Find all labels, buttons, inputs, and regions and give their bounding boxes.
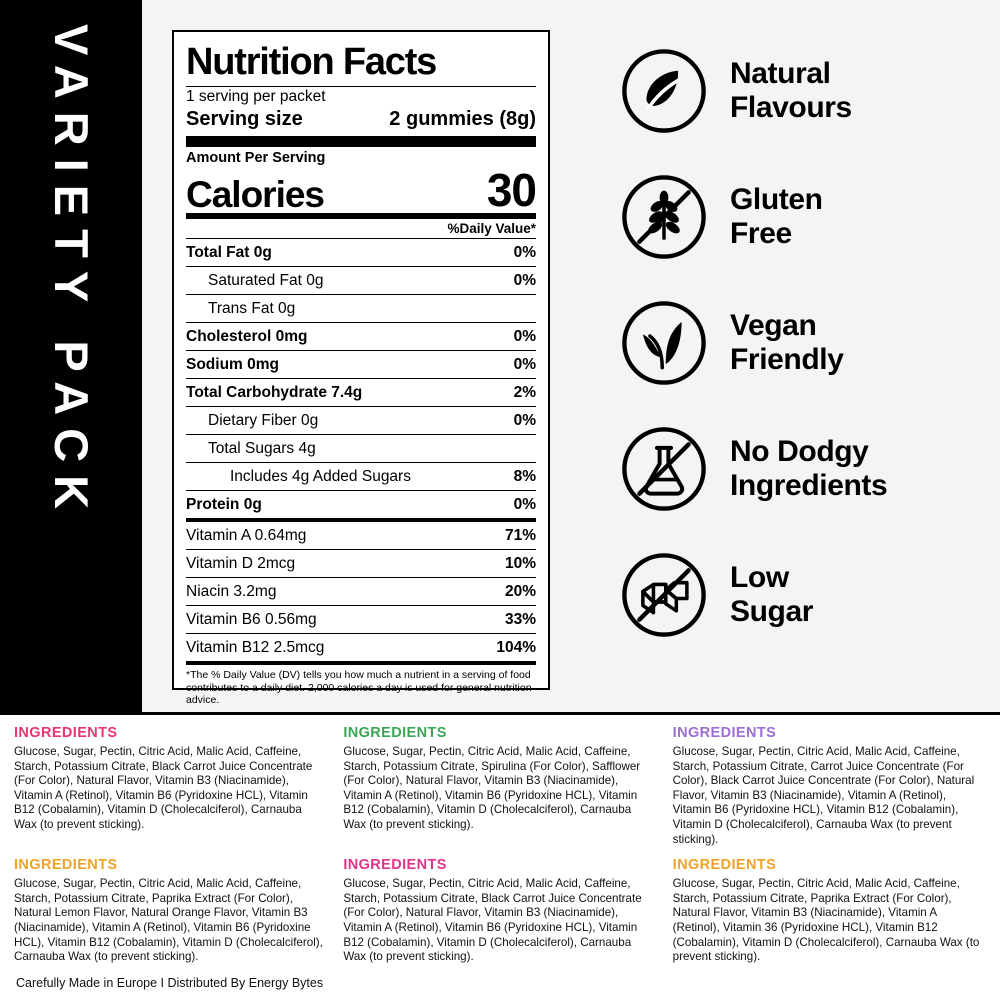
sugar-cubes-crossed-icon — [620, 551, 708, 639]
nutrient-label: Total Sugars 4g — [208, 440, 316, 457]
badge-gluten-free-label — [730, 183, 823, 251]
ingredients-text: Glucose, Sugar, Pectin, Citric Acid, Malic Acid, Caffeine, Starch, Potassium Citrate, Carrot Juice Concentrate (For Color), Black Carrot Juice Concentrate (For Color), Natural Flavor, Vitamin B3 (Niacinamide), Vitamin A (Retinol), Vitamin B6 (Pyridoxine HCL), Vitamin B12 (Cobalamin), Vitamin D (Cholecalciferol), Carnauba Wax (to prevent sticking). — [672, 745, 975, 846]
nutrient-rows — [186, 239, 536, 518]
ingredients-heading: INGREDIENTS — [672, 725, 777, 741]
nutrient-label: Protein 0g — [186, 496, 262, 513]
ingredients-heading: INGREDIENTS — [343, 857, 447, 874]
badge-line1: Vegan — [730, 309, 817, 342]
vitamin-daily-value: 104% — [496, 639, 536, 656]
vitamin-daily-value: 71% — [504, 527, 536, 544]
nutrient-label: Includes 4g Added Sugars — [230, 468, 411, 485]
nutrient-row — [186, 351, 536, 378]
vitamin-label: Vitamin B6 0.56mg — [186, 611, 317, 628]
ingredients-heading: INGREDIENTS — [343, 725, 447, 741]
badge-line1: Low — [730, 561, 789, 594]
ingredients-text: Glucose, Sugar, Pectin, Citric Acid, Malic Acid, Caffeine, Starch, Potassium Citrate, Black Carrot Juice Concentrate (For Color), Natural Flavor, Vitamin B3 (Niacinamide), Vitamin A (Retinol), Vitamin B6 (Pyridoxine HCL), Vitamin B12 (Cobalamin), Vitamin D (Cholecalciferol), Carnauba Wax (to prevent sticking). — [343, 877, 642, 964]
badge-line2: Friendly — [730, 343, 844, 376]
badge-no-dodgy-ingredients — [620, 406, 980, 532]
variety-pack-label: VARIETY PACK — [45, 24, 98, 523]
nutrient-row — [186, 435, 536, 462]
ingredients-block — [343, 725, 656, 847]
badge-natural-flavours-label — [730, 57, 852, 125]
nutrient-label: Saturated Fat 0g — [208, 272, 324, 289]
vitamin-daily-value: 33% — [504, 611, 536, 628]
calories-row — [186, 164, 536, 216]
servings-per-container: 1 serving per packet — [186, 88, 326, 105]
nutrient-daily-value: 2% — [513, 384, 536, 401]
badge-low-sugar-label — [730, 561, 813, 629]
badge-line1: Natural — [730, 57, 831, 90]
nutrient-label: Total Carbohydrate 7.4g — [186, 384, 363, 401]
serving-size-label: Serving size — [186, 108, 303, 130]
badge-vegan-friendly — [620, 280, 980, 406]
nutrient-label: Dietary Fiber 0g — [208, 412, 319, 429]
serving-size-value: 2 gummies (8g) — [389, 108, 536, 130]
ingredients-grid — [14, 725, 986, 971]
badge-line1: No Dodgy — [730, 435, 869, 468]
vitamin-row — [186, 522, 536, 549]
variety-pack-sidebar — [0, 0, 142, 712]
calories-value: 30 — [486, 164, 536, 216]
vitamin-label: Vitamin B12 2.5mcg — [186, 639, 325, 656]
wheat-crossed-icon — [620, 173, 708, 261]
nutrient-row — [186, 491, 536, 518]
ingredients-block — [673, 857, 986, 965]
nutrient-daily-value: 0% — [513, 412, 536, 429]
badge-vegan-friendly-label — [730, 309, 844, 377]
ingredients-heading: INGREDIENTS — [14, 857, 118, 874]
nutrition-facts-title: Nutrition Facts — [186, 41, 437, 83]
daily-value-header: %Daily Value* — [447, 221, 536, 236]
amount-per-serving-label: Amount Per Serving — [186, 150, 326, 166]
vitamin-label: Vitamin A 0.64mg — [186, 527, 307, 544]
badge-line2: Ingredients — [730, 469, 888, 502]
feature-badges — [620, 28, 980, 658]
ingredients-block — [343, 857, 656, 965]
daily-value-footnote: *The % Daily Value (DV) tells you how much a nutrient in a serving of food contributes to a daily diet. 2,000 calories a day is used for general nutrition advice. — [186, 669, 532, 706]
badge-line2: Free — [730, 217, 792, 250]
nutrient-row — [186, 463, 536, 490]
ingredients-section — [0, 712, 1000, 1000]
calories-label: Calories — [186, 174, 325, 215]
nutrient-label: Trans Fat 0g — [208, 300, 296, 317]
nutrient-row — [186, 267, 536, 294]
serving-size-row — [186, 107, 536, 134]
ingredients-heading: INGREDIENTS — [14, 725, 118, 741]
vitamin-label: Niacin 3.2mg — [186, 583, 277, 600]
vitamin-daily-value: 20% — [504, 583, 536, 600]
nutrient-row — [186, 239, 536, 266]
nutrient-daily-value: 0% — [513, 496, 536, 513]
ingredients-block — [14, 725, 327, 847]
badge-low-sugar — [620, 532, 980, 658]
nutrient-row — [186, 379, 536, 406]
badge-line2: Sugar — [730, 595, 814, 628]
vitamin-daily-value: 10% — [504, 555, 536, 572]
nutrient-label: Sodium 0mg — [186, 356, 280, 373]
flask-crossed-icon — [620, 425, 708, 513]
nutrient-daily-value: 0% — [513, 272, 536, 289]
vitamin-row — [186, 578, 536, 605]
ingredients-block — [673, 725, 986, 847]
ingredients-text: Glucose, Sugar, Pectin, Citric Acid, Malic Acid, Caffeine, Starch, Potassium Citrate, Spirulina (For Color), Safflower (For Color), Natural Flavor, Vitamin B3 (Niacinamide), Vitamin A (Retinol), Vitamin B6 (Pyridoxine HCL), Vitamin B12 (Cobalamin), Vitamin D (Cholecalciferol), Carnauba Wax (to prevent sticking). — [343, 745, 641, 831]
ingredients-text: Glucose, Sugar, Pectin, Citric Acid, Malic Acid, Caffeine, Starch, Potassium Citrate, Paprika Extract (For Color), Natural Lemon Flavor, Natural Orange Flavor, Vitamin B3 (Niacinamide), Vitamin A (Retinol), Vitamin B6 (Pyridoxine HCL), Vitamin B12 (Cobalamin), Vitamin D (Cholecalciferol), Carnauba Wax (to prevent sticking). — [14, 877, 323, 964]
badge-gluten-free — [620, 154, 980, 280]
badge-natural-flavours — [620, 28, 980, 154]
footer-note: Carefully Made in Europe I Distributed By Energy Bytes — [16, 976, 324, 990]
vitamin-label: Vitamin D 2mcg — [186, 555, 296, 572]
ingredients-heading: INGREDIENTS — [672, 857, 777, 874]
ingredients-text: Glucose, Sugar, Pectin, Citric Acid, Malic Acid, Caffeine, Starch, Potassium Citrate, Paprika Extract (For Color), Natural Flavor, Vitamin B3 (Niacinamide), Vitamin A (Retinol), Vitamin 36 (Pyridoxine HCL), Vitamin B12 (Cobalamin), Vitamin D (Cholecalciferol), Carnauba Wax (to prevent sticking). — [672, 877, 980, 964]
nutrient-row — [186, 407, 536, 434]
nutrient-daily-value: 8% — [513, 468, 536, 485]
badge-no-dodgy-ingredients-label — [730, 435, 887, 503]
ingredients-block — [14, 857, 327, 965]
nutrient-daily-value: 0% — [513, 328, 536, 345]
leaf-drop-icon — [620, 47, 708, 135]
ingredients-text: Glucose, Sugar, Pectin, Citric Acid, Malic Acid, Caffeine, Starch, Potassium Citrate, Black Carrot Juice Concentrate (For Color), Natural Flavor, Vitamin B3 (Niacinamide), Vitamin A (Retinol), Vitamin B6 (Pyridoxine HCL), Vitamin B12 (Cobalamin), Vitamin D (Cholecalciferol), Carnauba Wax (to prevent sticking). — [14, 745, 313, 831]
vitamin-row — [186, 634, 536, 661]
vitamin-rows — [186, 522, 536, 661]
vitamin-row — [186, 550, 536, 577]
nutrient-row — [186, 323, 536, 350]
nutrient-daily-value: 0% — [513, 356, 536, 373]
nutrient-label: Cholesterol 0mg — [186, 328, 308, 345]
nutrient-row — [186, 295, 536, 322]
badge-line2: Flavours — [730, 91, 852, 124]
nutrient-label: Total Fat 0g — [186, 244, 272, 261]
nutrition-facts-panel — [172, 30, 550, 706]
nutrient-daily-value: 0% — [513, 244, 536, 261]
plant-sprout-icon — [620, 299, 708, 387]
badge-line1: Gluten — [730, 183, 823, 216]
vitamin-row — [186, 606, 536, 633]
